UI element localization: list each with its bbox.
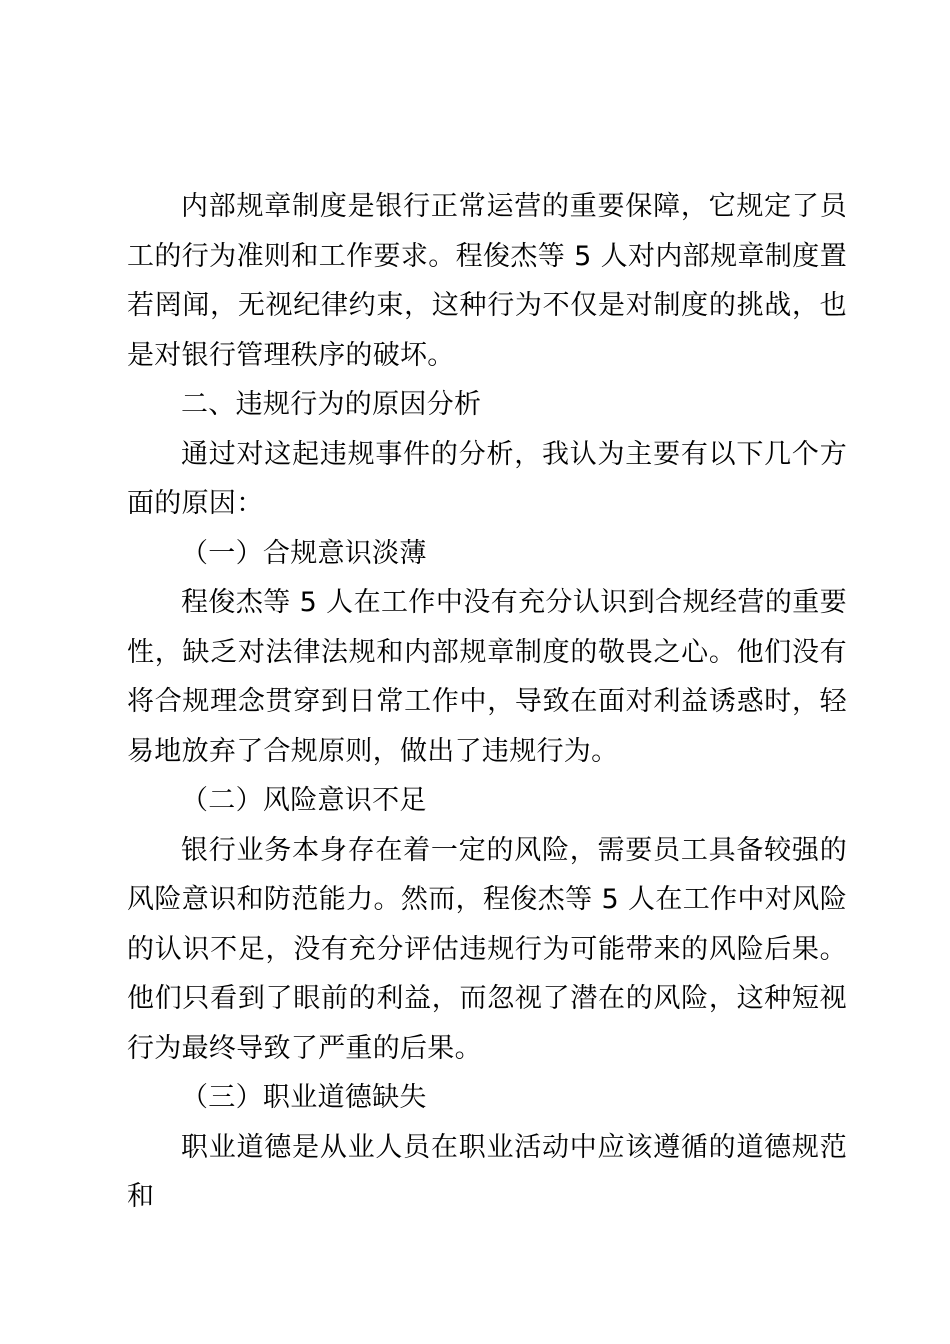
document-page [127,182,847,1222]
paragraph-internal-rules: 内部规章制度是银行正常运营的重要保障，它规定了员工的行为准则和工作要求。程俊杰等 5 人对内部规章制度置若罔闻，无视纪律约束，这种行为不仅是对制度的挑战，也是对银行管理秩序的破坏。 [127,191,847,371]
paragraph-professional-ethics: 职业道德是从业人员在职业活动中应该遵循的道德规范和 [127,1131,847,1212]
subheading-compliance-awareness: （一）合规意识淡薄 [181,537,427,569]
subheading-risk-awareness: （二）风险意识不足 [181,785,427,816]
paragraph-analysis-intro: 通过对这起违规事件的分析，我认为主要有以下几个方面的原因： [127,438,847,519]
subheading-professional-ethics: （三）职业道德缺失 [181,1082,427,1113]
section-heading-cause-analysis: 二、违规行为的原因分析 [181,389,482,420]
paragraph-compliance-awareness: 程俊杰等 5 人在工作中没有充分认识到合规经营的重要性，缺乏对法律法规和内部规章制度的敬畏之心。他们没有将合规理念贯穿到日常工作中，导致在面对利益诱惑时，轻易地放弃了合规原则，做出了违规行为。 [127,587,847,767]
paragraph-risk-awareness: 银行业务本身存在着一定的风险，需要员工具备较强的风险意识和防范能力。然而，程俊杰等 5 人在工作中对风险的认识不足，没有充分评估违规行为可能带来的风险后果。他们只看到了眼前的利益，而忽视了潜在的风险，这种短视行为最终导致了严重的后果。 [127,834,847,1064]
